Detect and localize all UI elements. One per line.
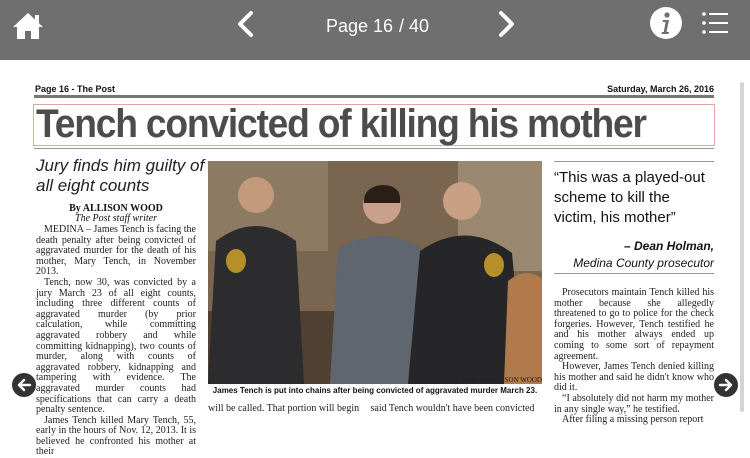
paragraph: After filing a missing person report (562, 414, 704, 426)
pullquote-bottom-rule (554, 273, 714, 274)
pullquote-name: – Dean Holman, (623, 239, 714, 253)
arrow-left-circle-icon[interactable] (12, 373, 36, 397)
pullquote-top-rule (554, 161, 714, 162)
pullquote-text: “This was a played-out scheme to kill the victim, his mother” (554, 169, 705, 226)
chevron-right-icon[interactable] (494, 9, 520, 39)
top-toolbar (0, 0, 750, 60)
home-icon[interactable] (10, 10, 46, 42)
byline: By ALLISON WOOD (69, 203, 163, 214)
paragraph: Tench, now 30, was convicted by a jury March 23 of all eight counts, including three different counts of aggravated murder (by prior calculation, while committing aggravated robbery and while committing kidnapping), two counts of murder, along with counts of aggravated robbery, kidnapping and tampering with evidence. The aggravated murder counts had specifications that can carry a death penalty sentence. (36, 276, 196, 416)
page-indicator (310, 13, 445, 39)
continued-text (208, 403, 542, 414)
folio-date: Saturday, March 26, 2016 (607, 84, 714, 94)
page-number: Page 16 (325, 15, 394, 36)
headline-rule (34, 148, 714, 149)
paragraph: “I absolutely did not harm my mother in any single way,” he testified. (554, 392, 714, 415)
info-icon[interactable] (649, 6, 683, 40)
arrow-right-circle-icon[interactable] (714, 373, 738, 397)
top-rule (34, 95, 714, 98)
paragraph: MEDINA – James Tench is facing the death penalty after being convicted of aggravated murder for the death of his mother, Mary Tench, in November 2013. (36, 224, 196, 278)
headline: Tench convicted of killing his mother (36, 102, 646, 146)
photo-caption: James Tench is put into chains after being convicted of aggravated murder March 23. (212, 386, 538, 395)
photo-credit: Photo by ALLISON WOOD (462, 376, 542, 384)
paragraph: However, James Tench denied killing his mother and said he didn't know who did it. (554, 361, 714, 394)
page-total: / 40 (399, 15, 430, 36)
article-body (36, 225, 196, 458)
newspaper-page[interactable] (0, 60, 750, 458)
courtroom-photo (208, 161, 542, 384)
byline-staff: The Post staff writer (75, 213, 157, 224)
paragraph: Prosecutors maintain Tench killed his mother because she allegedly threatened to go to police for the check forgeries. However, Tench testified he and his mother always ended up coming to some sort of repayment agreement. (554, 287, 714, 362)
scrollbar[interactable] (740, 82, 744, 412)
right-column-body (554, 288, 714, 426)
list-menu-icon[interactable] (700, 8, 730, 38)
chevron-left-icon[interactable] (232, 9, 258, 39)
paragraph: James Tench killed Mary Tench, 55, early in the hours of Nov. 12, 2013. It is believed he confronted his mother at their (36, 414, 196, 458)
article-deck: Jury finds him guilty of all eight counts (36, 156, 205, 195)
pullquote-title: Medina County prosecutor (573, 256, 714, 270)
folio-left: Page 16 - The Post (35, 84, 116, 94)
continued-line-right: said Tench wouldn't have been convicted (370, 403, 535, 414)
continued-line-left: will be called. That portion will begin (208, 403, 360, 414)
